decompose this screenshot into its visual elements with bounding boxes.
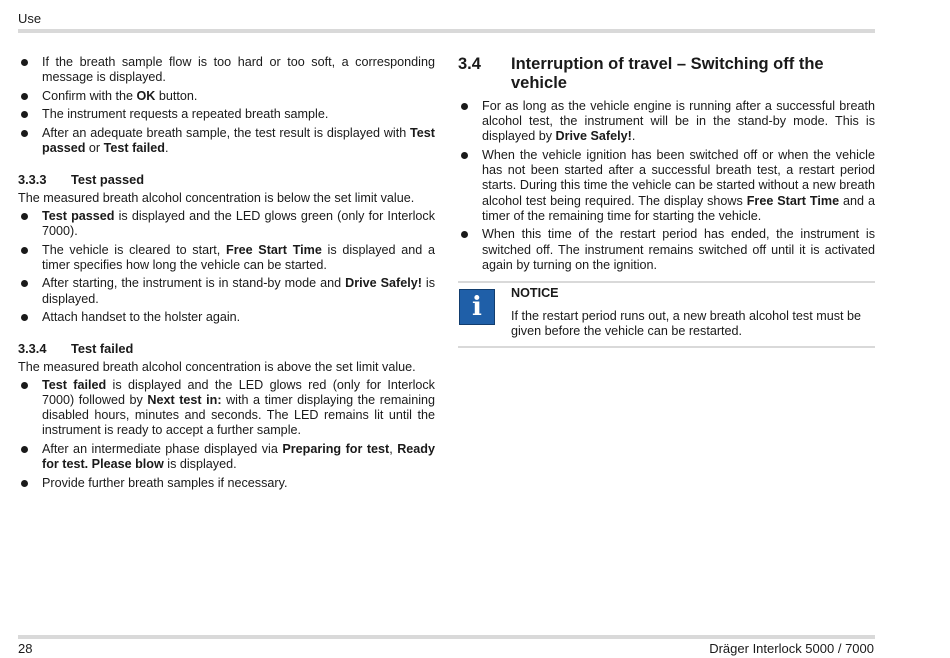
list-item: After an adequate breath sample, the test result is displayed with Test passed or Test failed. [18,126,435,156]
list-item: If the breath sample flow is too hard or too soft, a corresponding message is displayed. [18,55,435,85]
section-title: Interruption of travel – Switching off the vehicle [511,55,824,92]
section-title: Test passed [71,172,145,188]
list-item: When this time of the restart period has ended, the instrument is switched off. The instrument remains switched off until it is activated again by turning on the ignition. [458,227,875,273]
footer-page-number: 28 [18,641,33,656]
list-item: After an intermediate phase displayed via Preparing for test, Ready for test. Please blow is displayed. [18,442,435,472]
list-item: The instrument requests a repeated breath sample. [18,107,435,122]
list-item: After starting, the instrument is in stand-by mode and Drive Safely! is displayed. [18,276,435,306]
intro-bullet-list [18,55,435,156]
list-item: Provide further breath samples if necessary. [18,476,435,491]
notice-text: If the restart period runs out, a new breath alcohol test must be given before the vehicle can be restarted. [511,309,862,339]
right-column [458,55,875,348]
section-heading-test-failed [18,341,435,356]
footer-product-name: Dräger Interlock 5000 / 7000 [709,641,874,656]
info-icon: i [459,289,495,325]
interruption-bullet-list [458,99,875,273]
header-rule [18,29,875,33]
section-number: 3.3.3 [18,172,47,188]
list-item: For as long as the vehicle engine is running after a successful breath alcohol test, the instrument will be in the stand-by mode. This is displayed by Drive Safely!. [458,99,875,145]
footer-rule [18,635,875,639]
list-item: Test passed is displayed and the LED glows green (only for Interlock 7000). [18,209,435,239]
list-item: The vehicle is cleared to start, Free Start Time is displayed and a timer specifies how long the vehicle can be started. [18,243,435,273]
section-heading-interruption [458,55,875,93]
list-item: Test failed is displayed and the LED glows red (only for Interlock 7000) followed by Next test in: with a timer displaying the remaining disabled hours, minutes and seconds. The LED remains lit until the instrument is ready to accept a further sample. [18,378,435,439]
list-item: Attach handset to the holster again. [18,310,435,325]
section-number: 3.3.4 [18,341,47,357]
header-section-label: Use [18,11,42,26]
list-item: When the vehicle ignition has been switched off or when the vehicle has not been started after a successful breath test, a restart period starts. During this time the vehicle can be started without a new breath alcohol test being required. The display shows Free Start Time and a timer of the remaining time for starting the vehicle. [458,148,875,224]
test-passed-bullet-list [18,209,435,326]
section-title: Test failed [71,341,134,357]
notice-box [458,281,875,348]
test-failed-intro: The measured breath alcohol concentration is above the set limit value. [18,359,416,374]
notice-title: NOTICE [511,286,559,301]
section-heading-test-passed [18,172,435,187]
test-passed-intro: The measured breath alcohol concentration is below the set limit value. [18,190,415,205]
section-number: 3.4 [458,55,481,73]
test-failed-bullet-list [18,378,435,491]
list-item: Confirm with the OK button. [18,89,435,104]
left-column [18,55,435,494]
